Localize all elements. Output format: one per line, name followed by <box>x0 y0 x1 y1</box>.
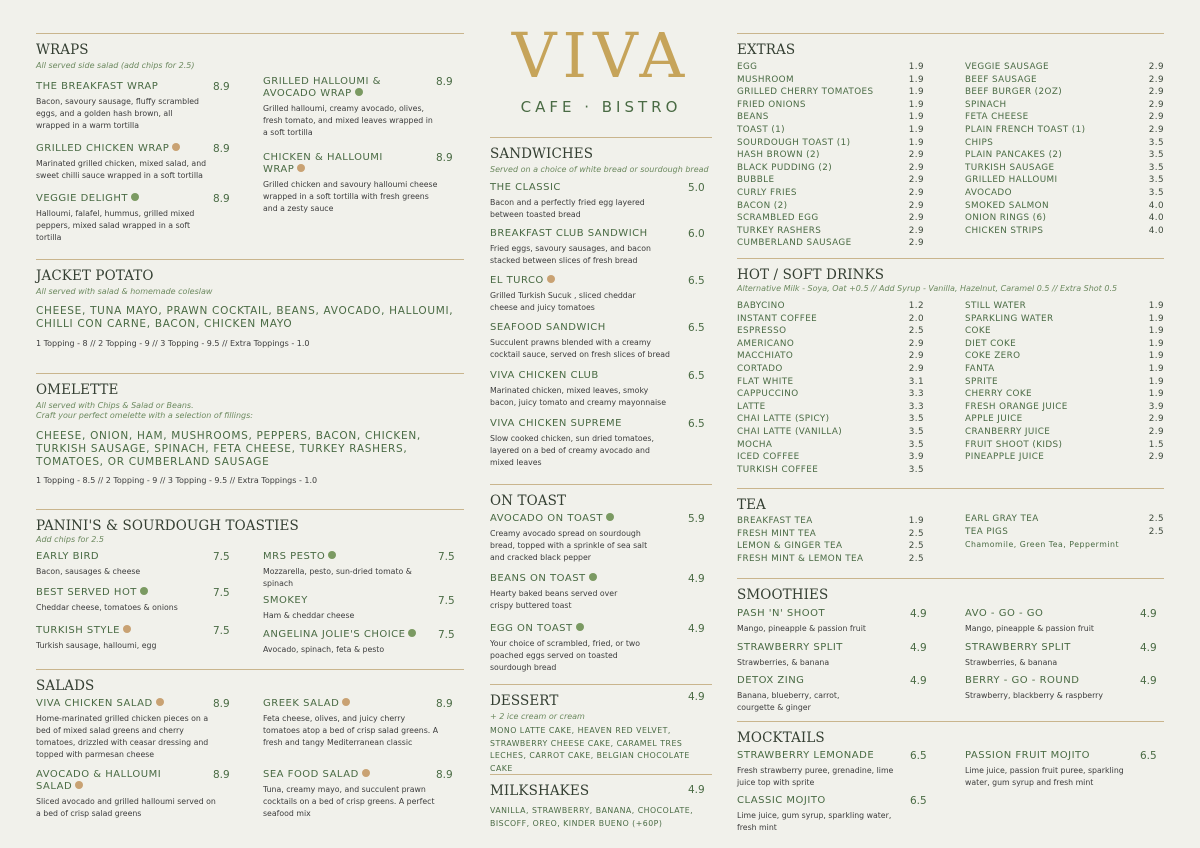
item-price: 2.9 <box>908 200 924 211</box>
item-price: 1.9 <box>1148 376 1164 387</box>
menu-item: CLASSIC MOJITO Lime juice, gum syrup, sparkling water, fresh mint 6.5 <box>737 795 927 832</box>
price-row <box>737 212 924 225</box>
section-title: EXTRAS <box>737 42 796 58</box>
price-row <box>965 363 1164 376</box>
menu-column-right <box>737 0 1164 848</box>
menu-item: SEAFOOD SANDWICH Succulent prawns blended with a creamy cocktail sauce, served on fresh slices of bread 6.5 <box>490 322 705 359</box>
brand-subtitle: CAFE · BISTRO <box>520 98 682 116</box>
price-row <box>737 149 924 162</box>
item-price: 3.5 <box>908 439 924 450</box>
item-name: FETA CHEESE <box>965 112 1029 123</box>
price-row <box>965 212 1164 225</box>
item-name: INSTANT COFFEE <box>737 313 818 324</box>
menu-item: AVOCADO & HALLOUMI SALAD Sliced avocado and grilled halloumi served on a bed of crisp salad greens 8.9 <box>36 769 230 818</box>
section-subtitle: Served on a choice of white bread or sourdough bread <box>490 165 709 174</box>
section-title: HOT / SOFT DRINKS <box>737 267 885 283</box>
item-name: APPLE JUICE <box>965 414 1023 425</box>
fillings-list: CHEESE, TUNA MAYO, PRAWN COCKTAIL, BEANS, AVOCADO, HALLOUMI, CHILLI CON CARNE, BACON, CHICKEN MAYO <box>36 305 454 330</box>
item-price: 1.9 <box>1148 326 1164 337</box>
item-name: FRESH MINT & LEMON TEA <box>737 553 864 564</box>
section-subtitle: + 2 ice cream or cream <box>490 712 585 721</box>
price-row <box>965 187 1164 200</box>
section-subtitle: All served with salad & homemade coleslaw <box>36 287 213 296</box>
menu-item: VIVA CHICKEN SALAD Home-marinated grilled chicken pieces on a bed of mixed salad greens and cherry tomatoes, drizzled with ceasar dressing and topped with parmesan cheese 8.9 <box>36 698 230 759</box>
item-price: 1.9 <box>1148 363 1164 374</box>
menu-item: AVO - GO - GO Mango, pineapple & passion fruit 4.9 <box>965 608 1157 633</box>
vegetarian-icon <box>576 623 584 631</box>
price-row <box>737 111 924 124</box>
menu-column-middle <box>490 0 712 848</box>
price-row <box>965 149 1164 162</box>
item-price: 3.5 <box>1148 162 1164 173</box>
extras-list-left <box>737 61 924 250</box>
price-row <box>965 413 1164 426</box>
item-name: CHAI LATTE (SPICY) <box>737 414 830 425</box>
price-row <box>965 74 1164 87</box>
price-row <box>965 174 1164 187</box>
price-row <box>737 338 924 351</box>
milkshake-price: 4.9 <box>688 784 705 796</box>
item-price: 2.9 <box>1148 99 1164 110</box>
item-price: 2.5 <box>908 553 924 564</box>
mocktails-section <box>737 721 1164 841</box>
section-title: SANDWICHES <box>490 146 594 162</box>
price-row <box>737 187 924 200</box>
item-name: CURLY FRIES <box>737 187 797 198</box>
price-row <box>737 515 924 528</box>
halal-icon <box>123 625 131 633</box>
item-price: 2.5 <box>908 541 924 552</box>
item-price: 2.0 <box>908 313 924 324</box>
price-row <box>965 401 1164 414</box>
smoothies-section <box>737 578 1164 720</box>
jacket-potato-section <box>36 259 464 369</box>
menu-item: PASSION FRUIT MOJITO Lime juice, passion fruit puree, sparkling water, gum syrup and fresh mint 6.5 <box>965 750 1157 787</box>
section-title: MOCKTAILS <box>737 730 825 746</box>
item-name: BUBBLE <box>737 175 775 186</box>
milkshakes-section <box>490 774 712 834</box>
section-title: WRAPS <box>36 42 89 58</box>
price-row <box>965 376 1164 389</box>
wraps-section <box>36 33 464 253</box>
price-row <box>737 464 924 477</box>
item-price: 2.5 <box>1148 514 1164 524</box>
item-name: CHERRY COKE <box>965 389 1032 400</box>
menu-item: GRILLED CHICKEN WRAP Marinated grilled chicken, mixed salad, and sweet chilli sauce wrapped in a soft tortilla 8.9 <box>36 143 230 180</box>
price-row <box>737 237 924 250</box>
item-price: 2.9 <box>1148 112 1164 123</box>
section-subtitle: Craft your perfect omelette with a selection of fillings: <box>36 411 253 420</box>
item-name: BEEF BURGER (2OZ) <box>965 87 1063 98</box>
item-price: 1.9 <box>908 124 924 135</box>
item-price: 2.9 <box>908 238 924 249</box>
gluten-free-icon <box>342 698 350 706</box>
item-name: SOURDOUGH TOAST (1) <box>737 137 851 148</box>
item-price: 2.9 <box>908 150 924 161</box>
item-name: SPRITE <box>965 376 998 387</box>
item-price: 1.9 <box>1148 351 1164 362</box>
menu-item: STRAWBERRY SPLIT Strawberries, & banana 4.9 <box>965 642 1157 667</box>
item-name: TURKEY RASHERS <box>737 225 822 236</box>
toppings-prices: 1 Topping - 8.5 // 2 Topping - 9 // 3 Topping - 9.5 // Extra Toppings - 1.0 <box>36 476 318 485</box>
menu-item: MRS PESTO Mozzarella, pesto, sun-dried tomato & spinach 7.5 <box>263 551 455 588</box>
item-name: GRILLED HALLOUMI <box>965 175 1058 186</box>
item-price: 2.9 <box>908 363 924 374</box>
vegetarian-icon <box>355 88 363 96</box>
item-price: 2.5 <box>1148 526 1164 537</box>
item-name: CAPPUCCINO <box>737 389 799 400</box>
section-title: MILKSHAKES <box>490 783 590 799</box>
item-price: 3.5 <box>1148 137 1164 148</box>
gluten-free-icon <box>75 781 83 789</box>
price-row <box>965 338 1164 351</box>
item-name: FRIED ONIONS <box>737 99 806 110</box>
item-price: 1.9 <box>1148 338 1164 349</box>
price-row <box>965 388 1164 401</box>
item-price: 3.9 <box>1148 401 1164 412</box>
item-price: 2.9 <box>908 338 924 349</box>
price-row <box>737 124 924 137</box>
price-row <box>737 137 924 150</box>
section-subtitle: Alternative Milk - Soya, Oat +0.5 // Add Syrup - Vanilla, Hazelnut, Caramel 0.5 // Extra Shot 0.5 <box>737 284 1118 293</box>
price-row <box>737 540 924 553</box>
menu-item: AVOCADO ON TOAST Creamy avocado spread on sourdough bread, topped with a sprinkle of sea salt and cracked black pepper 5.9 <box>490 513 705 562</box>
price-row <box>737 86 924 99</box>
item-price: 1.9 <box>908 74 924 85</box>
item-name: ONION RINGS (6) <box>965 213 1047 224</box>
dessert-section <box>490 684 712 773</box>
section-subtitle: All served with Chips & Salad or Beans. <box>36 401 194 410</box>
section-title: JACKET POTATO <box>36 268 154 284</box>
menu-item: SEA FOOD SALAD Tuna, creamy mayo, and succulent prawn cocktails on a bed of crisp greens. A perfect seafood mix 8.9 <box>263 769 453 818</box>
item-name: PLAIN FRENCH TOAST (1) <box>965 124 1086 135</box>
price-row <box>965 124 1164 137</box>
menu-item: BREAKFAST CLUB SANDWICH Fried eggs, savoury sausages, and bacon stacked between slices of fresh bread 6.0 <box>490 228 705 265</box>
item-name: MOCHA <box>737 439 773 450</box>
price-row <box>965 513 1164 526</box>
price-row <box>737 401 924 414</box>
price-row <box>965 200 1164 213</box>
item-name: FLAT WHITE <box>737 376 794 387</box>
price-row <box>737 174 924 187</box>
price-row <box>737 313 924 326</box>
item-price: 3.5 <box>908 426 924 437</box>
item-name: TOAST (1) <box>737 124 785 135</box>
menu-item: CHICKEN & HALLOUMI WRAP Grilled chicken and savoury halloumi cheese wrapped in a soft tortilla with fresh greens and a zesty sauce 8.9 <box>263 152 453 213</box>
item-price: 3.3 <box>908 389 924 400</box>
item-name: SCRAMBLED EGG <box>737 213 819 224</box>
price-row <box>965 61 1164 74</box>
section-title: TEA <box>737 497 766 513</box>
item-price: 1.9 <box>908 99 924 110</box>
item-price: 4.0 <box>1148 213 1164 224</box>
price-row <box>737 388 924 401</box>
section-title: PANINI'S & SOURDOUGH TOASTIES <box>36 518 299 534</box>
price-row <box>965 137 1164 150</box>
price-row <box>737 528 924 541</box>
price-row <box>965 325 1164 338</box>
section-title: DESSERT <box>490 693 559 709</box>
item-name: TEA PIGS <box>965 526 1009 537</box>
item-name: FRUIT SHOOT (KIDS) <box>965 439 1063 450</box>
price-row <box>965 451 1164 464</box>
item-price: 4.0 <box>1148 200 1164 211</box>
item-name: CHICKEN STRIPS <box>965 225 1044 236</box>
price-row <box>965 111 1164 124</box>
drinks-section <box>737 258 1164 486</box>
menu-column-left <box>36 0 464 848</box>
price-row <box>965 313 1164 326</box>
panini-section <box>36 509 464 667</box>
item-price: 1.9 <box>908 137 924 148</box>
drinks-list-right <box>965 300 1164 464</box>
item-name: COKE ZERO <box>965 351 1021 362</box>
item-price: 4.0 <box>1148 225 1164 236</box>
halal-icon <box>547 275 555 283</box>
item-name: BEEF SAUSAGE <box>965 74 1037 85</box>
item-price: 2.5 <box>908 326 924 337</box>
item-price: 3.1 <box>908 376 924 387</box>
section-title: SMOOTHIES <box>737 587 829 603</box>
fillings-list: CHEESE, ONION, HAM, MUSHROOMS, PEPPERS, BACON, CHICKEN, TURKISH SAUSAGE, SPINACH, FETA CHEESE, TURKEY RASHERS, TOMATOES, OR CUMBERLAND SAUSAGE <box>36 430 421 468</box>
price-row <box>965 300 1164 313</box>
menu-item: BEANS ON TOAST Hearty baked beans served over crispy buttered toast 4.9 <box>490 573 705 610</box>
item-name: LEMON & GINGER TEA <box>737 541 843 552</box>
menu-item: GRILLED HALLOUMI & AVOCADO WRAP Grilled halloumi, creamy avocado, olives, fresh tomato, and mixed leaves wrapped in a soft tortilla 8.9 <box>263 76 453 137</box>
section-title: OMELETTE <box>36 382 119 398</box>
item-name: MUSHROOM <box>737 74 794 85</box>
price-row <box>965 162 1164 175</box>
price-row <box>737 350 924 363</box>
item-name: TURKISH SAUSAGE <box>965 162 1055 173</box>
item-price: 1.9 <box>908 112 924 123</box>
price-row <box>965 526 1164 539</box>
item-price: 2.9 <box>908 213 924 224</box>
price-row <box>737 99 924 112</box>
dessert-price: 4.9 <box>688 691 705 703</box>
milkshake-list: VANILLA, STRAWBERRY, BANANA, CHOCOLATE, BISCOFF, OREO, KINDER BUENO (+60P) <box>490 806 694 828</box>
menu-item: GREEK SALAD Feta cheese, olives, and juicy cherry tomatoes atop a bed of crisp salad greens. A fresh and tangy Mediterranean classic 8.9 <box>263 698 453 747</box>
item-price: 2.9 <box>1148 74 1164 85</box>
item-price: 1.9 <box>908 516 924 526</box>
menu-item: VIVA CHICKEN CLUB Marinated chicken, mixed leaves, smoky bacon, juicy tomato and creamy mayonnaise 6.5 <box>490 370 705 407</box>
price-row <box>737 376 924 389</box>
section-title: SALADS <box>36 678 95 694</box>
menu-item: ANGELINA JOLIE'S CHOICE Avocado, spinach, feta & pesto 7.5 <box>263 629 455 654</box>
item-name: LATTE <box>737 401 766 412</box>
price-row <box>965 99 1164 112</box>
item-name: COKE <box>965 326 991 337</box>
item-price: 3.9 <box>908 452 924 463</box>
menu-item: THE CLASSIC Bacon and a perfectly fried egg layered between toasted bread 5.0 <box>490 182 705 219</box>
section-subtitle: Add chips for 2.5 <box>36 535 104 544</box>
menu-item: EL TURCO Grilled Turkish Sucuk , sliced cheddar cheese and juicy tomatoes 6.5 <box>490 275 705 312</box>
item-name: CHIPS <box>965 137 994 148</box>
salads-section <box>36 669 464 839</box>
price-row <box>737 439 924 452</box>
price-row <box>737 200 924 213</box>
item-name: STILL WATER <box>965 301 1027 311</box>
gluten-free-icon <box>362 769 370 777</box>
menu-item: PASH 'N' SHOOT Mango, pineapple & passion fruit 4.9 <box>737 608 927 633</box>
item-price: 2.9 <box>908 225 924 236</box>
item-name: TURKISH COFFEE <box>737 464 819 475</box>
vegetarian-icon <box>589 573 597 581</box>
item-price: 2.9 <box>1148 87 1164 98</box>
price-row <box>965 426 1164 439</box>
vegetarian-icon <box>328 551 336 559</box>
price-row <box>737 553 924 566</box>
item-price: 1.9 <box>908 87 924 98</box>
item-name: MACCHIATO <box>737 351 794 362</box>
menu-item: VEGGIE DELIGHT Halloumi, falafel, hummus, grilled mixed peppers, mixed salad wrapped in a soft tortilla 8.9 <box>36 193 230 242</box>
item-price: 1.5 <box>1148 439 1164 450</box>
item-name: DIET COKE <box>965 338 1017 349</box>
item-name: AMERICANO <box>737 338 795 349</box>
halal-icon <box>172 143 180 151</box>
vegetarian-icon <box>408 629 416 637</box>
menu-item: EARLY BIRD Bacon, sausages & cheese 7.5 <box>36 551 230 576</box>
menu-item: STRAWBERRY SPLIT Strawberries, & banana 4.9 <box>737 642 927 667</box>
vegetarian-icon <box>606 513 614 521</box>
item-name: EGG <box>737 62 758 72</box>
price-row <box>737 451 924 464</box>
brand-logo: VIVA <box>511 19 691 92</box>
vegetarian-icon <box>140 587 148 595</box>
item-price: 1.2 <box>908 301 924 311</box>
price-row <box>737 74 924 87</box>
item-price: 3.5 <box>908 464 924 475</box>
item-name: SPARKLING WATER <box>965 313 1054 324</box>
price-row <box>965 350 1164 363</box>
item-name: FANTA <box>965 363 995 374</box>
toppings-prices: 1 Topping - 8 // 2 Topping - 9 // 3 Topping - 9.5 // Extra Toppings - 1.0 <box>36 339 310 348</box>
item-name: CHAI LATTE (VANILLA) <box>737 426 843 437</box>
menu-item: VIVA CHICKEN SUPREME Slow cooked chicken, sun dried tomatoes, layered on a bed of creamy avocado and mixed leaves 6.5 <box>490 418 705 467</box>
item-price: 2.9 <box>908 187 924 198</box>
item-price: 1.9 <box>1148 313 1164 324</box>
item-price: 2.9 <box>908 351 924 362</box>
on-toast-section <box>490 484 712 679</box>
item-name: SPINACH <box>965 99 1007 110</box>
item-price: 2.9 <box>1148 124 1164 135</box>
item-name: CORTADO <box>737 363 783 374</box>
extras-section <box>737 33 1164 255</box>
price-row <box>965 86 1164 99</box>
price-row <box>737 413 924 426</box>
menu-item: DETOX ZING Banana, blueberry, carrot, courgette & ginger 4.9 <box>737 675 927 712</box>
item-name: BREAKFAST TEA <box>737 516 813 526</box>
item-price: 2.9 <box>908 162 924 173</box>
item-price: 1.9 <box>1148 301 1164 311</box>
item-price: 2.9 <box>1148 426 1164 437</box>
item-price: 3.3 <box>908 401 924 412</box>
price-row <box>737 300 924 313</box>
item-price: 1.9 <box>908 62 924 72</box>
sandwiches-section <box>490 137 712 477</box>
item-name: PINEAPPLE JUICE <box>965 452 1045 463</box>
item-price: 2.9 <box>908 175 924 186</box>
menu-item: TURKISH STYLE Turkish sausage, halloumi, egg 7.5 <box>36 625 230 650</box>
item-name: GRILLED CHERRY TOMATOES <box>737 87 874 98</box>
menu-item: THE BREAKFAST WRAP Bacon, savoury sausage, fluffy scrambled eggs, and a golden hash brown, all wrapped in a warm tortilla 8.9 <box>36 81 230 130</box>
item-name: ICED COFFEE <box>737 452 800 463</box>
item-price: 2.9 <box>1148 62 1164 72</box>
item-price: 1.9 <box>1148 389 1164 400</box>
price-row <box>737 363 924 376</box>
item-price: 3.5 <box>1148 175 1164 186</box>
item-price: 2.9 <box>1148 414 1164 425</box>
item-price: 2.5 <box>908 528 924 539</box>
item-name: VEGGIE SAUSAGE <box>965 62 1049 72</box>
item-name: CUMBERLAND SAUSAGE <box>737 238 852 249</box>
item-price: 3.5 <box>908 414 924 425</box>
section-title: ON TOAST <box>490 493 567 509</box>
drinks-list-left <box>737 300 924 476</box>
item-name: HASH BROWN (2) <box>737 150 820 161</box>
price-row <box>737 325 924 338</box>
halal-icon <box>297 164 305 172</box>
item-name: BEANS <box>737 112 769 123</box>
item-name: PLAIN PANCAKES (2) <box>965 150 1063 161</box>
omelette-section <box>36 373 464 503</box>
item-price: 3.5 <box>1148 150 1164 161</box>
halal-icon <box>156 698 164 706</box>
menu-item: STRAWBERRY LEMONADE Fresh strawberry puree, grenadine, lime juice top with sprite 6.5 <box>737 750 927 787</box>
item-name: FRESH MINT TEA <box>737 528 817 539</box>
price-row <box>737 426 924 439</box>
item-name: BLACK PUDDING (2) <box>737 162 833 173</box>
section-subtitle: All served side salad (add chips for 2.5) <box>36 61 195 70</box>
item-name: ESPRESSO <box>737 326 787 337</box>
item-name: CRANBERRY JUICE <box>965 426 1051 437</box>
item-price: 3.5 <box>1148 187 1164 198</box>
tea-section <box>737 488 1164 576</box>
item-price: 2.9 <box>1148 452 1164 463</box>
menu-item: BERRY - GO - ROUND Strawberry, blackberry & raspberry 4.9 <box>965 675 1157 700</box>
price-row <box>737 61 924 74</box>
price-row <box>965 439 1164 452</box>
price-row <box>737 225 924 238</box>
item-name: SMOKED SALMON <box>965 200 1049 211</box>
item-name: BACON (2) <box>737 200 788 211</box>
menu-item: BEST SERVED HOT Cheddar cheese, tomatoes & onions 7.5 <box>36 587 230 612</box>
item-name: BABYCINO <box>737 301 785 311</box>
dessert-list: MONO LATTE CAKE, HEAVEN RED VELVET, STRAWBERRY CHEESE CAKE, CARAMEL TRES LECHES, CARROT CAKE, BELGIAN CHOCOLATE CAKE <box>490 726 690 773</box>
item-name: AVOCADO <box>965 187 1012 198</box>
tea-pigs-flavours: Chamomile, Green Tea, Peppermint <box>965 540 1120 549</box>
item-name: EARL GRAY TEA <box>965 514 1039 524</box>
tea-list-right <box>965 513 1164 538</box>
price-row <box>965 225 1164 238</box>
price-row <box>737 162 924 175</box>
extras-list-right <box>965 61 1164 237</box>
menu-item: SMOKEY Ham & cheddar cheese 7.5 <box>263 595 455 620</box>
menu-item: EGG ON TOAST Your choice of scrambled, fried, or two poached eggs served on toasted sourdough bread 4.9 <box>490 623 705 672</box>
tea-list-left <box>737 515 924 565</box>
item-name: FRESH ORANGE JUICE <box>965 401 1068 412</box>
vegetarian-icon <box>131 193 139 201</box>
